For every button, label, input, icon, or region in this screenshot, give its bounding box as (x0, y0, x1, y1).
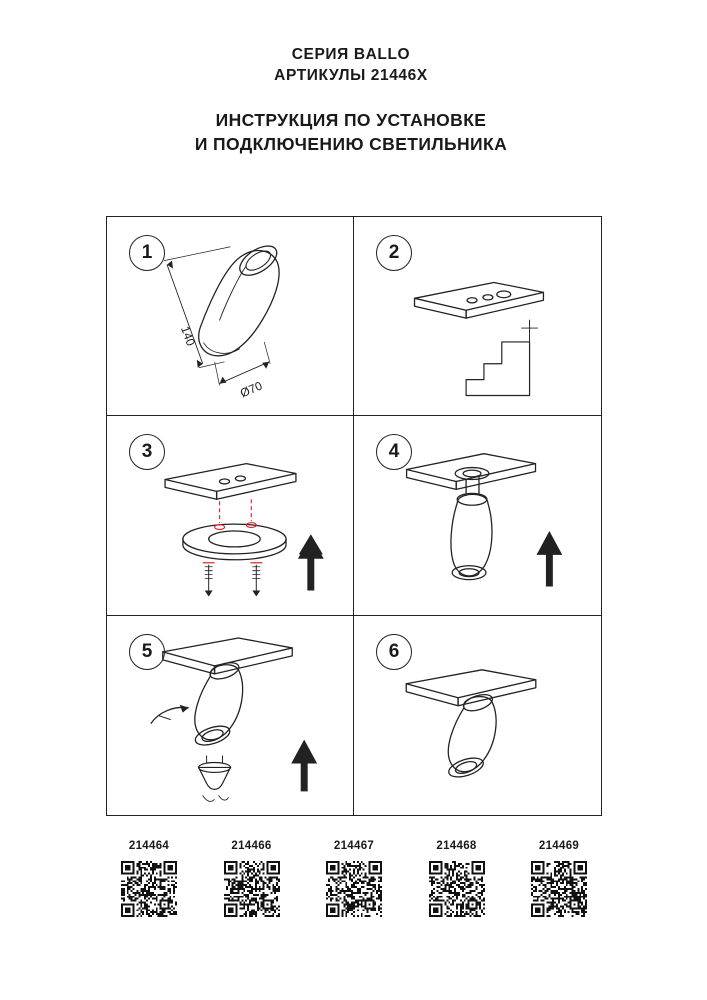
step-cell-2 (354, 217, 601, 416)
series-label: СЕРИЯ BALLO (291, 46, 411, 63)
steps-grid (106, 216, 602, 816)
step-number-4: 4 (376, 434, 412, 470)
qr-code-label: 214466 (231, 840, 272, 852)
qr-item (209, 840, 295, 917)
qr-code-image (531, 861, 587, 917)
qr-code-label: 214467 (333, 840, 375, 852)
qr-code-image (224, 861, 280, 917)
step-cell-1 (107, 217, 354, 416)
step-cell-5 (107, 616, 354, 815)
qr-item (414, 840, 500, 917)
step-illustration-2 (354, 217, 601, 415)
dim-length-1: 140 (178, 324, 199, 348)
step-illustration-3 (107, 416, 353, 614)
qr-code-label: 214469 (538, 840, 580, 852)
qr-code-label: 214464 (128, 840, 170, 852)
qr-code-label: 214468 (436, 840, 477, 852)
step-illustration-6 (354, 616, 601, 815)
step-number-1: 1 (129, 235, 165, 271)
step-number-3: 3 (129, 434, 165, 470)
step-number-2: 2 (376, 235, 412, 271)
step-illustration-5 (107, 616, 353, 815)
title-block (101, 108, 601, 156)
qr-item (516, 840, 602, 917)
title-line-1: ИНСТРУКЦИЯ ПО УСТАНОВКЕ (215, 110, 487, 130)
step-cell-4 (354, 416, 601, 615)
header (101, 44, 601, 156)
step-illustration-1 (107, 217, 353, 415)
qr-code-row (106, 840, 602, 917)
qr-item (311, 840, 397, 917)
step-number-6: 6 (376, 634, 412, 670)
qr-code-image (429, 861, 485, 917)
qr-code-image (121, 861, 177, 917)
title-line-2: И ПОДКЛЮЧЕНИЮ СВЕТИЛЬНИКА (194, 134, 508, 154)
article-label: АРТИКУЛЫ 21446X (274, 67, 428, 84)
dim-diameter-1: Ø70 (238, 378, 265, 401)
step-illustration-4 (354, 416, 601, 614)
step-cell-3 (107, 416, 354, 615)
qr-code-image (326, 861, 382, 917)
step-cell-6 (354, 616, 601, 815)
step-number-5: 5 (129, 634, 165, 670)
qr-item (106, 840, 192, 917)
